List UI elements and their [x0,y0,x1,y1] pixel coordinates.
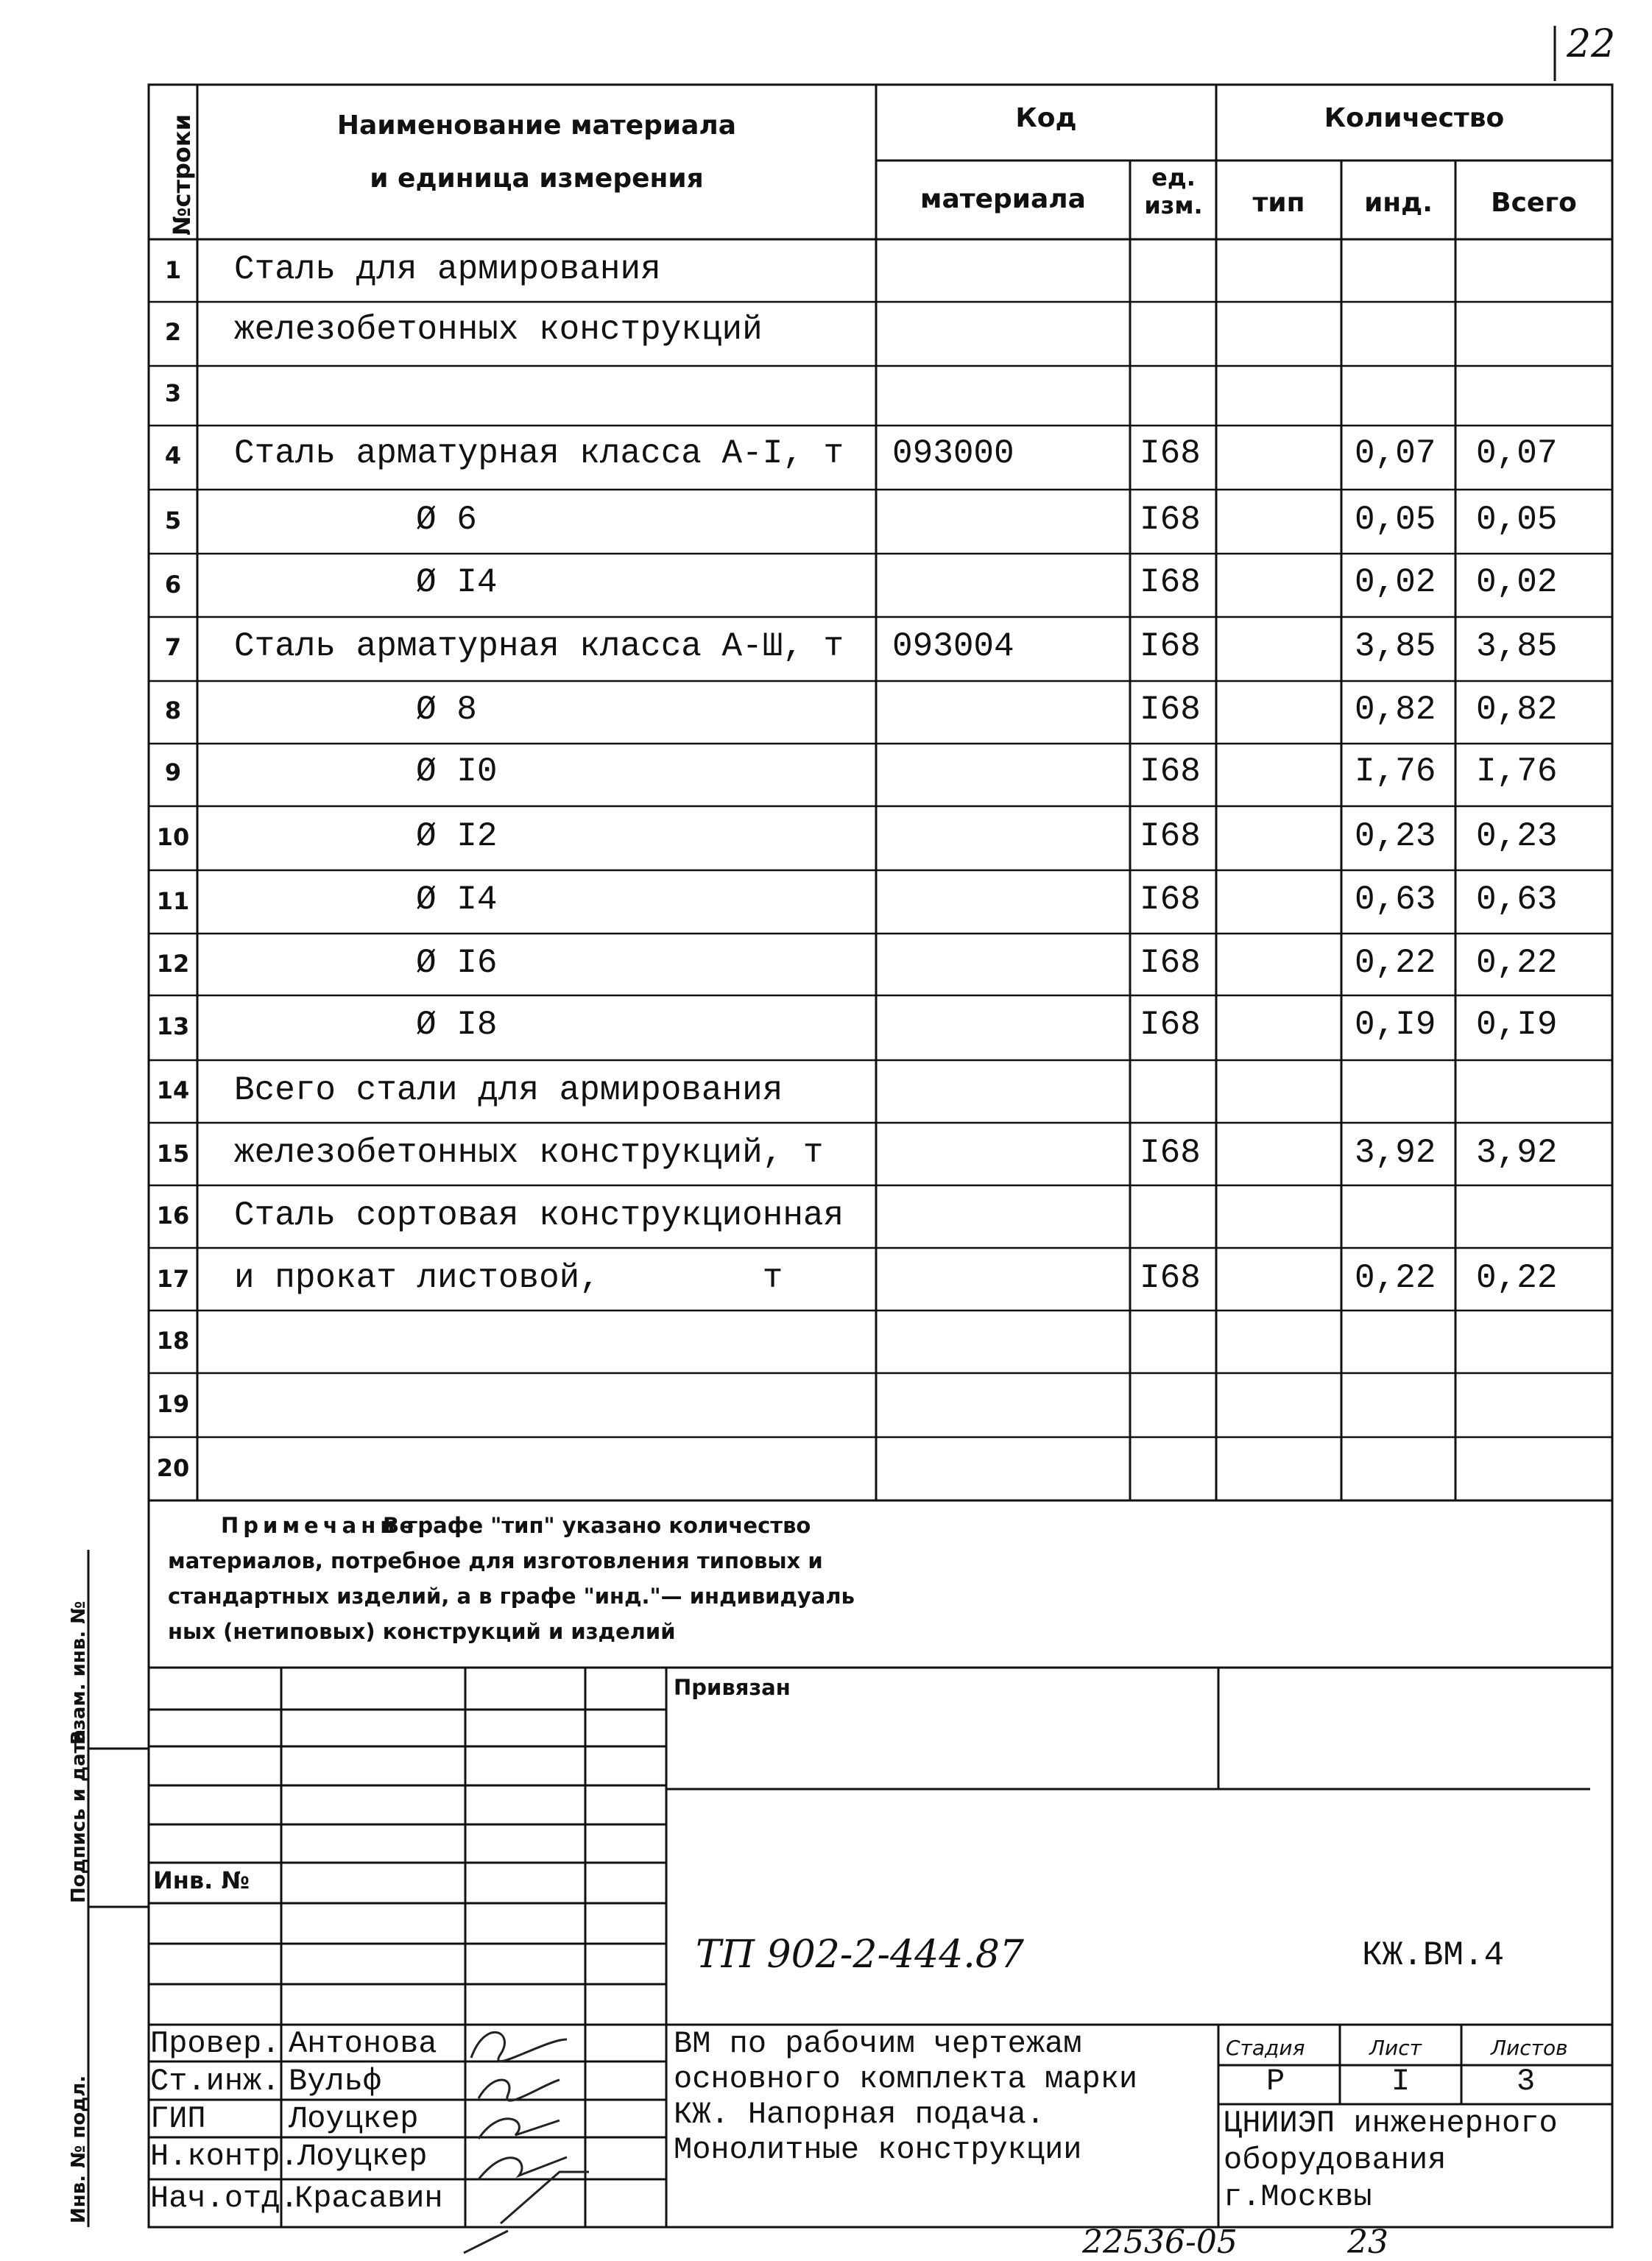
row-number: 15 [156,1140,190,1168]
sheet-mark: КЖ.ВМ.4 [1362,1936,1505,1975]
row-number: 11 [156,887,190,915]
material-name: Ø I0 [416,752,498,791]
col-header-code: Код [1015,103,1077,133]
stage-value: Р [1266,2064,1285,2099]
staff-name: Лоуцкер [297,2139,428,2174]
note-label: Примечание [221,1513,419,1538]
qty-total: 0,23 [1476,817,1558,856]
unit-code: I68 [1140,944,1201,982]
unit-code: I68 [1140,691,1201,729]
qty-total: 0,07 [1476,434,1558,473]
material-name: железобетонных конструкций, т [234,1134,824,1172]
material-name: Сталь арматурная класса А-I, т [234,434,844,473]
org-line: ЦНИИЭП инженерного [1224,2106,1558,2141]
col-header-type: тип [1252,188,1305,218]
qty-total: 0,05 [1476,501,1558,539]
material-name: Ø I8 [416,1006,498,1044]
side-label-inv-orig: Инв. № подл. [68,2075,90,2223]
qty-total: 0,I9 [1476,1006,1558,1044]
unit-code: I68 [1140,1006,1201,1044]
material-name: Ø 6 [416,501,477,539]
qty-total: 3,85 [1476,627,1558,666]
row-number: 8 [164,696,182,724]
material-name: Ø I6 [416,944,498,982]
qty-ind: 0,22 [1355,944,1436,982]
qty-total: 0,63 [1476,881,1558,919]
side-label-sign-date: Подпись и дата [68,1729,90,1903]
qty-total: I,76 [1476,752,1558,791]
col-header-name-line1: Наименование материала [336,110,737,141]
staff-role: ГИП [150,2101,206,2137]
row-number: 18 [156,1327,190,1355]
row-number: 20 [156,1454,190,1482]
col-header-name-line2: и единица измерения [370,163,704,194]
note-text: В графе "тип" указано количество [383,1513,811,1538]
description-line: КЖ. Напорная подача. [674,2097,1045,2132]
org-line: г.Москвы [1224,2179,1372,2215]
bound-label: Привязан [674,1675,791,1700]
qty-total: 0,02 [1476,563,1558,602]
qty-ind: 0,05 [1355,501,1436,539]
row-number: 9 [164,758,182,786]
material-code: 093004 [892,627,1014,666]
material-name: Ø I4 [416,563,498,602]
row-number: 19 [156,1390,190,1418]
page-number: 22 [1567,22,1616,66]
doc-code: ТП 902-2-444.87 [696,1933,1024,1977]
material-name: Сталь арматурная класса А-Ш, т [234,627,844,666]
staff-role: Ст.инж. [150,2064,280,2099]
unit-code: I68 [1140,501,1201,539]
unit-code: I68 [1140,1259,1201,1297]
row-number: 17 [156,1265,190,1293]
qty-ind: 0,82 [1355,691,1436,729]
note-text: стандартных изделий, а в графе "инд."— индивидуаль [168,1584,855,1609]
row-number: 13 [156,1012,190,1040]
row-number: 7 [164,633,182,661]
sheet-label: Лист [1369,2036,1422,2060]
material-name: Всего стали для армирования [234,1071,783,1110]
row-number: 12 [156,950,190,978]
qty-ind: 3,85 [1355,627,1436,666]
material-name: и прокат листовой, т [234,1259,783,1297]
unit-code: I68 [1140,752,1201,791]
footer-page: 23 [1347,2223,1388,2261]
staff-role: Н.контр. [150,2139,299,2174]
unit-code: I68 [1140,1134,1201,1172]
qty-ind: 0,I9 [1355,1006,1436,1044]
description-line: Монолитные конструкции [674,2132,1082,2167]
note-text: ных (нетиповых) конструкций и изделий [168,1619,676,1644]
signature-scribbles [464,2032,589,2253]
description-line: основного комплекта марки [674,2061,1138,2097]
row-number: 16 [156,1202,190,1230]
description-line: ВМ по рабочим чертежам [674,2026,1082,2061]
unit-code: I68 [1140,563,1201,602]
qty-ind: 0,23 [1355,817,1436,856]
staff-name: Антонова [289,2026,437,2061]
material-name: Ø I2 [416,817,498,856]
qty-total: 0,22 [1476,944,1558,982]
col-header-unit: ед. изм. [1144,163,1203,219]
org-line: оборудования [1224,2142,1447,2178]
sheets-label: Листов [1491,2036,1568,2060]
unit-code: I68 [1140,881,1201,919]
row-number: 5 [164,507,182,535]
material-name: Сталь для армирования [234,250,661,289]
row-number: 2 [164,318,182,346]
row-number: 14 [156,1076,190,1104]
side-label-replace-inv: Взам. инв. № [68,1601,90,1745]
row-number: 3 [164,379,182,407]
qty-total: 3,92 [1476,1134,1558,1172]
material-name: Сталь сортовая конструкционная [234,1196,844,1235]
sheet-value: I [1391,2064,1411,2099]
qty-ind: 0,63 [1355,881,1436,919]
qty-total: 0,22 [1476,1259,1558,1297]
staff-role: Нач.отд. [150,2181,299,2216]
qty-ind: 0,02 [1355,563,1436,602]
material-code: 093000 [892,434,1014,473]
unit-code: I68 [1140,817,1201,856]
material-name: Ø I4 [416,881,498,919]
stage-label: Стадия [1226,2036,1305,2060]
col-header-ind: инд. [1364,188,1433,218]
note-text: материалов, потребное для изготовления типовых и [168,1548,823,1573]
staff-name: Вульф [289,2064,382,2099]
qty-ind: 0,22 [1355,1259,1436,1297]
staff-name: Красавин [294,2181,443,2216]
qty-total: 0,82 [1476,691,1558,729]
col-header-rows: №строки [168,113,196,236]
inv-label: Инв. № [153,1866,250,1894]
qty-ind: 3,92 [1355,1134,1436,1172]
qty-ind: 0,07 [1355,434,1436,473]
staff-name: Лоуцкер [289,2101,419,2137]
material-name: железобетонных конструкций [234,311,763,349]
sheets-value: 3 [1517,2064,1536,2099]
row-number: 4 [164,442,182,470]
col-header-quantity: Количество [1324,103,1505,133]
archive-number: 22536-05 [1082,2223,1238,2261]
col-header-total: Всего [1491,188,1577,218]
qty-ind: I,76 [1355,752,1436,791]
col-header-material: материала [920,184,1086,214]
material-name: Ø 8 [416,691,477,729]
unit-code: I68 [1140,434,1201,473]
staff-role: Провер. [150,2026,280,2061]
unit-code: I68 [1140,627,1201,666]
row-number: 1 [164,256,182,284]
row-number: 10 [156,823,190,851]
row-number: 6 [164,571,182,599]
